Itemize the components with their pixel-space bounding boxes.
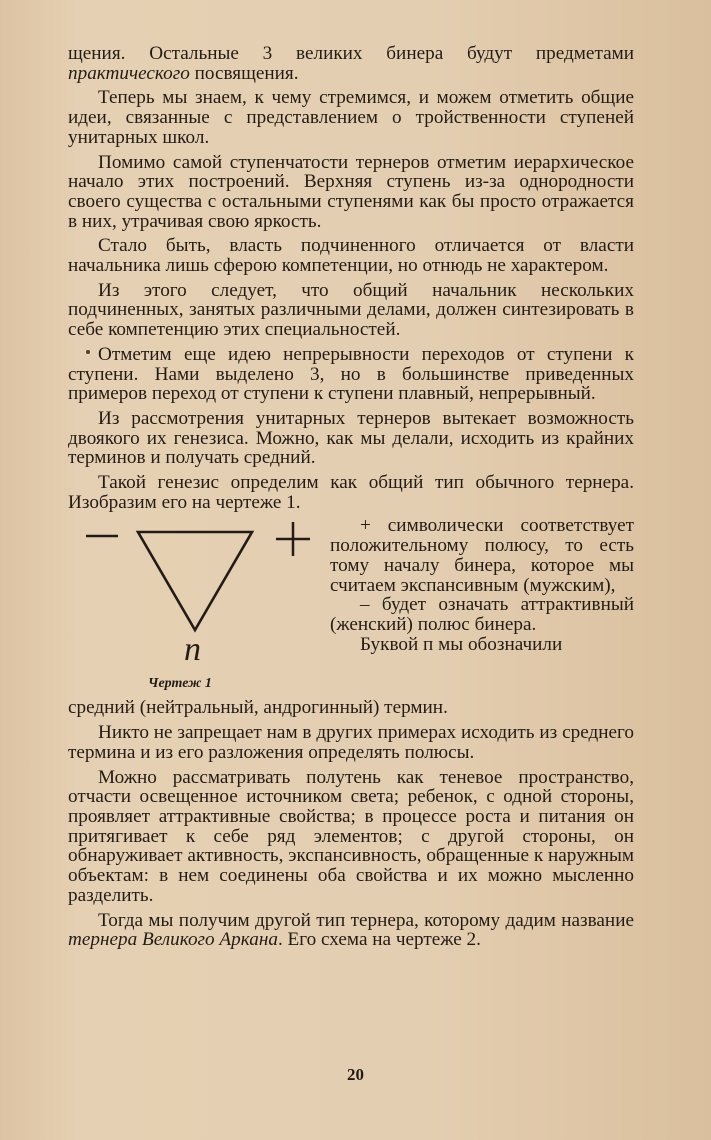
para1-text: щения. Остальные 3 великих бинера будут предметами <box>68 43 634 64</box>
body-text <box>68 44 634 955</box>
triangle-diagram <box>68 512 330 698</box>
para6-text: Отметим еще идею непрерывности переходов от ступени к ступени. Нами выделено 3, но в большинстве приведенных примеров переход от ступени к ступени плавный, непрерывный. <box>68 343 634 405</box>
paragraph-7: Из рассмотрения унитарных тернеров вытекает возможность двоякого их генезиса. Можно, как мы делали, исходить из крайних терминов и получать средний. <box>68 407 634 469</box>
paragraph-6 <box>68 345 634 404</box>
para1-end: посвящения. <box>189 62 299 84</box>
paragraph-8: Такой генезис определим как общий тип обычного тернера. Изобразим его на чертеже 1. <box>68 472 634 513</box>
letter-n: n <box>184 631 201 669</box>
side-text <box>330 516 634 654</box>
para12-end: . Его схема на чертеже 2. <box>277 929 481 951</box>
para12-italic: тернера Великого Аркана <box>68 929 278 951</box>
paragraph-2: Теперь мы знаем, к чему стремимся, и можем отметить общие идеи, связанные с представлением о тройственности ступеней унитарных школ. <box>68 87 634 148</box>
paragraph-1 <box>68 44 634 83</box>
figure-caption: Чертеж 1 <box>148 676 212 692</box>
paragraph-4: Стало быть, власть подчиненного отличается от власти начальника лишь сферою компетенции, но отнюдь не характером. <box>68 235 634 277</box>
paragraph-12 <box>68 911 634 950</box>
figure-1 <box>68 512 330 698</box>
paragraph-3: Помимо самой ступенчатости тернеров отметим иерархическое начало этих построений. Верхняя ступень из-за однородности своего существа с остальными ступенями как бы просто отражается в них, утрачивая свою яркость. <box>68 151 634 232</box>
side-paragraph-1: + символически соответствует положительному полюсу, то есть тому началу бинера, которое мы считаем экспансивным (мужским), <box>330 515 634 596</box>
page-number: 20 <box>347 1065 364 1084</box>
side-paragraph-2: – будет означать аттрактивный (женский) полюс бинера. <box>330 594 634 635</box>
paragraph-10: Никто не запрещает нам в других примерах исходить из среднего термина и из его разложения определять полюсы. <box>68 722 634 763</box>
side-paragraph-3: Буквой п мы обозначили <box>360 633 563 655</box>
paragraph-11: Можно рассматривать полутень как теневое пространство, отчасти освещенное источником света; ребенок, с одной стороны, проявляет аттрактивные свойства; в процессе роста и питания он притягивает к себе ряд элементов; с другой стороны, он обнаруживает активность, экспансивность, обращенные к наружным объектам: в нем соединены оба свойства и их можно мысленно разделить. <box>68 766 634 906</box>
para1-italic: практического <box>68 62 190 84</box>
figure-row <box>68 512 634 698</box>
para12-text: Тогда мы получим другой тип тернера, которому дадим название <box>98 909 634 931</box>
paragraph-5: Из этого следует, что общий начальник нескольких подчиненных, занятых различными делами, должен синтезировать в себе компетенцию этих специальностей. <box>68 279 634 341</box>
paragraph-9: средний (нейтральный, андрогинный) термин. <box>68 697 448 719</box>
ink-dot <box>86 350 90 354</box>
triangle-shape <box>138 532 252 630</box>
